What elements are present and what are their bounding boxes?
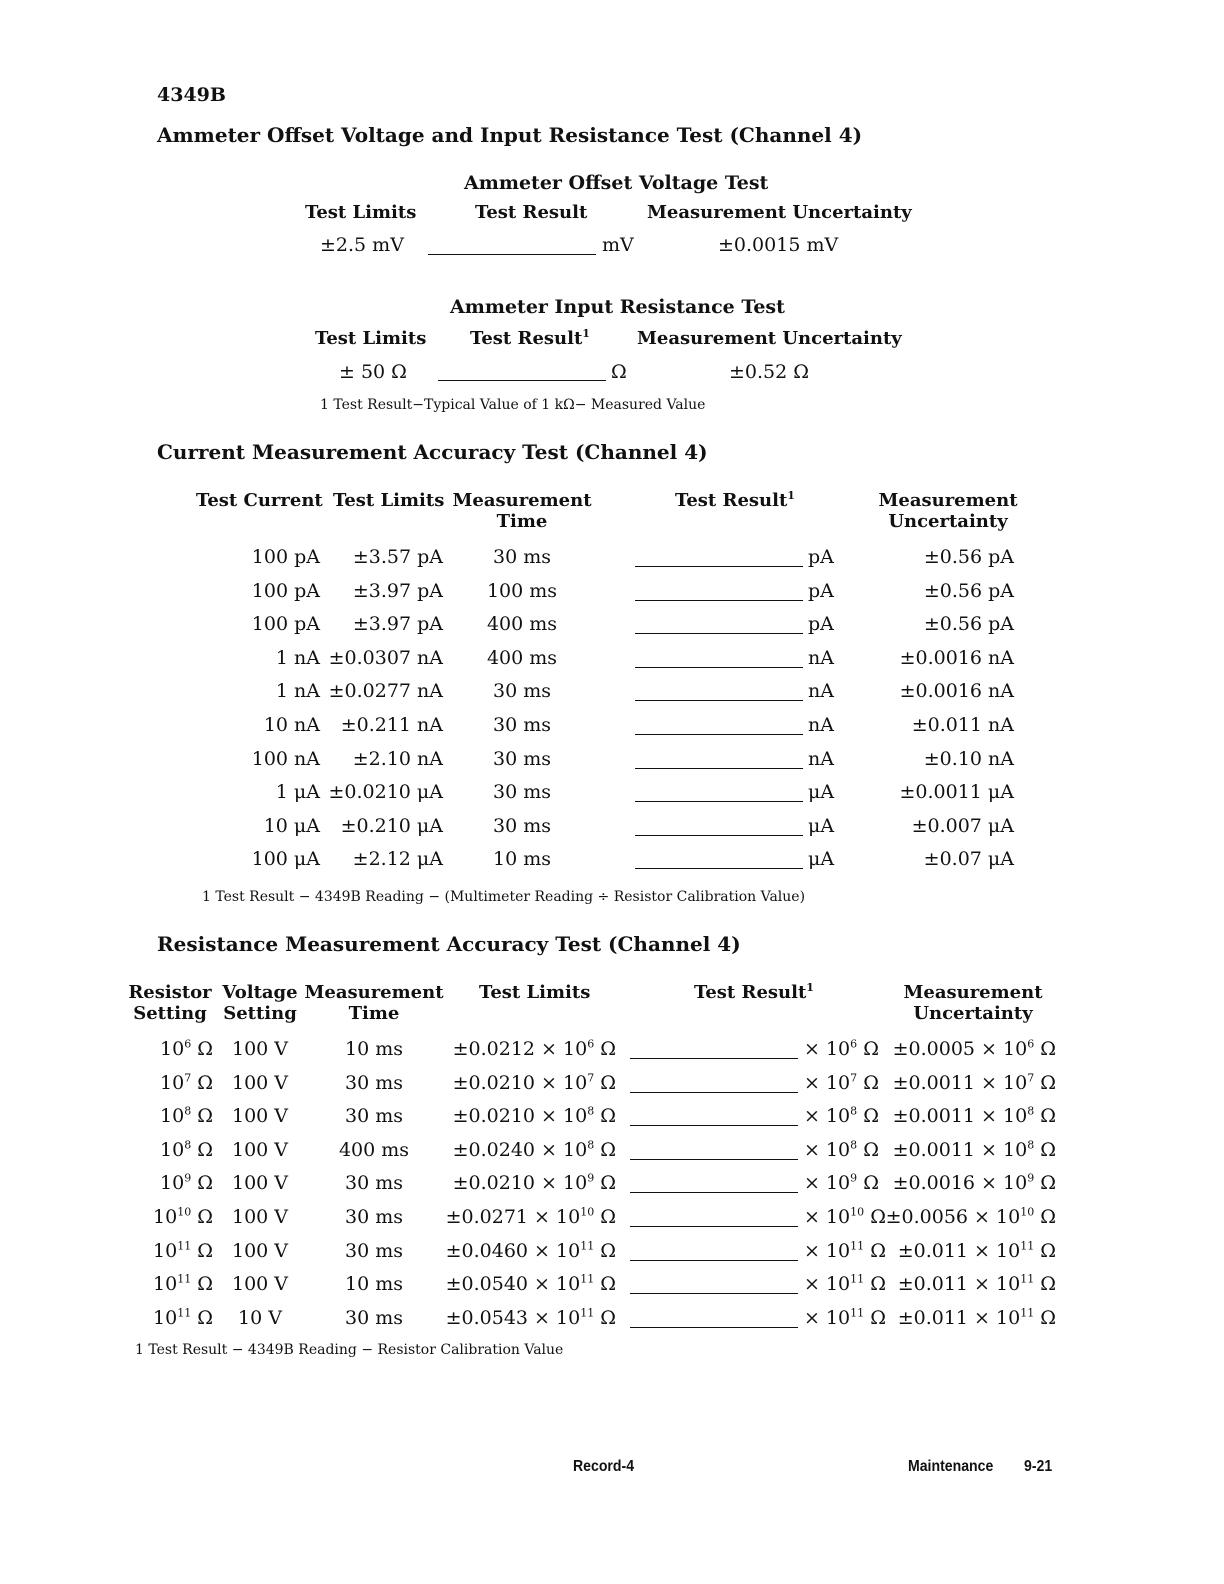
current-col-time: Measurement Time <box>452 490 592 532</box>
unc-power: $10^8$ <box>1003 1138 1035 1161</box>
res-cell-multiplier: × $10^8$ Ω <box>804 1138 879 1161</box>
unc-power: $10^{11}$ <box>996 1272 1035 1295</box>
model-number: 4349B <box>157 84 226 106</box>
current-cell-uncertainty: ±0.56 pA <box>923 580 1014 602</box>
current-result-blank[interactable] <box>635 600 803 601</box>
res-cell-voltage: 100 V <box>231 1072 289 1094</box>
res-cell-multiplier: × $10^6$ Ω <box>804 1037 879 1060</box>
res-result-blank[interactable] <box>630 1260 798 1261</box>
current-cell-time: 30 ms <box>493 680 551 702</box>
current-cell-uncertainty: ±0.0016 nA <box>899 680 1014 702</box>
current-cell-uncertainty: ±0.56 pA <box>923 546 1014 568</box>
limit-power: $10^7$ <box>563 1071 595 1094</box>
result-power: $10^6$ <box>825 1037 858 1060</box>
result-power: $10^8$ <box>825 1138 858 1161</box>
current-cell-test-current: 1 μA <box>275 781 320 803</box>
res-result-blank[interactable] <box>630 1092 798 1093</box>
current-cell-limit: ±0.0277 nA <box>328 680 443 702</box>
current-cell-unit: nA <box>808 680 834 702</box>
current-cell-unit: pA <box>808 613 834 635</box>
section-title-offset-resistance: Ammeter Offset Voltage and Input Resistance Test (Channel 4) <box>157 123 863 147</box>
res-cell-resistor: $10^7$ Ω <box>160 1071 213 1094</box>
limit-power: $10^6$ <box>563 1037 595 1060</box>
limit-power: $10^8$ <box>563 1104 595 1127</box>
res-cell-resistor: $10^8$ Ω <box>160 1104 213 1127</box>
res-cell-limit: $\pm 0.0210 \times 10^9$ Ω <box>452 1171 616 1194</box>
result-power: $10^{11}$ <box>825 1239 865 1262</box>
res-cell-limit: $\pm 0.0212 \times 10^6$ Ω <box>452 1037 616 1060</box>
offset-col-uncertainty: Measurement Uncertainty <box>647 202 912 223</box>
limit-power: $10^{11}$ <box>556 1306 595 1329</box>
unc-power: $10^{10}$ <box>996 1205 1035 1228</box>
offset-limit: ±2.5 mV <box>320 234 404 256</box>
res-result-blank[interactable] <box>630 1226 798 1227</box>
res-cell-voltage: 100 V <box>231 1139 289 1161</box>
res-cell-voltage: 100 V <box>231 1105 289 1127</box>
current-result-blank[interactable] <box>635 801 803 802</box>
offset-test-title: Ammeter Offset Voltage Test <box>464 172 769 194</box>
offset-col-limits: Test Limits <box>305 202 417 223</box>
current-result-blank[interactable] <box>635 868 803 869</box>
current-cell-unit: μA <box>808 848 835 870</box>
current-cell-test-current: 100 pA <box>251 580 320 602</box>
result-power: $10^7$ <box>825 1071 858 1094</box>
current-cell-limit: ±3.57 pA <box>352 546 443 568</box>
unc-power: $10^{11}$ <box>996 1239 1035 1262</box>
current-result-blank[interactable] <box>635 835 803 836</box>
res-result-blank[interactable] <box>630 1159 798 1160</box>
current-cell-unit: nA <box>808 647 834 669</box>
current-col-result: Test Result$^1$ <box>675 489 795 511</box>
current-cell-unit: pA <box>808 580 834 602</box>
resistance-footnote: 1 Test Result−Typical Value of 1 kΩ− Measured Value <box>320 397 706 413</box>
res-cell-uncertainty: $\pm 0.0011 \times 10^8$ Ω <box>892 1104 1056 1127</box>
resistance-limit: ± 50 Ω <box>339 361 407 383</box>
res-result-blank[interactable] <box>630 1293 798 1294</box>
result-power: $10^8$ <box>825 1104 858 1127</box>
current-cell-unit: pA <box>808 546 834 568</box>
res-cell-limit: $\pm 0.0460 \times 10^{11}$ Ω <box>445 1239 616 1262</box>
res-cell-time: 30 ms <box>345 1240 403 1262</box>
res-cell-resistor: $10^{11}$ Ω <box>153 1272 213 1295</box>
res-cell-multiplier: × $10^{10}$ Ω <box>804 1205 886 1228</box>
res-cell-voltage: 100 V <box>231 1038 289 1060</box>
current-cell-time: 400 ms <box>486 647 558 669</box>
current-cell-time: 400 ms <box>486 613 558 635</box>
res-cell-voltage: 100 V <box>231 1206 289 1228</box>
res-power: $10^7$ <box>160 1071 192 1094</box>
res-cell-time: 10 ms <box>345 1273 403 1295</box>
current-footnote: 1 Test Result − 4349B Reading − (Multimeter Reading ÷ Resistor Calibration Value) <box>202 889 806 905</box>
res-cell-limit: $\pm 0.0210 \times 10^7$ Ω <box>452 1071 616 1094</box>
res-cell-voltage: 10 V <box>238 1307 282 1329</box>
current-cell-unit: nA <box>808 748 834 770</box>
current-cell-test-current: 100 pA <box>251 546 320 568</box>
current-cell-test-current: 100 nA <box>251 748 320 770</box>
res-cell-uncertainty: $\pm 0.0011 \times 10^8$ Ω <box>892 1138 1056 1161</box>
res-cell-voltage: 100 V <box>231 1240 289 1262</box>
res-cell-uncertainty: $\pm 0.011 \times 10^{11}$ Ω <box>897 1272 1056 1295</box>
res-cell-uncertainty: $\pm 0.0056 \times 10^{10}$ Ω <box>885 1205 1056 1228</box>
section-title-resistance: Resistance Measurement Accuracy Test (Channel 4) <box>157 932 741 956</box>
current-cell-unit: μA <box>808 815 835 837</box>
current-cell-time: 30 ms <box>493 781 551 803</box>
res-power: $10^6$ <box>160 1037 192 1060</box>
res-cell-limit: $\pm 0.0543 \times 10^{11}$ Ω <box>445 1306 616 1329</box>
res-cell-resistor: $10^{10}$ Ω <box>153 1205 213 1228</box>
unc-power: $10^{11}$ <box>996 1306 1035 1329</box>
res-cell-multiplier: × $10^{11}$ Ω <box>804 1239 886 1262</box>
current-cell-limit: ±2.12 μA <box>352 848 443 870</box>
res-cell-resistor: $10^{11}$ Ω <box>153 1239 213 1262</box>
resistance-accuracy-footnote: 1 Test Result − 4349B Reading − Resistor Calibration Value <box>135 1342 564 1358</box>
current-result-blank[interactable] <box>635 566 803 567</box>
res-result-blank[interactable] <box>630 1192 798 1193</box>
offset-col-result: Test Result <box>475 202 588 223</box>
res-power: $10^8$ <box>160 1104 192 1127</box>
res-cell-multiplier: × $10^{11}$ Ω <box>804 1272 886 1295</box>
current-cell-test-current: 1 nA <box>275 680 320 702</box>
resistance-col-limits: Test Limits <box>315 328 427 349</box>
unc-power: $10^8$ <box>1003 1104 1035 1127</box>
current-cell-time: 30 ms <box>493 815 551 837</box>
res-cell-voltage: 100 V <box>231 1172 289 1194</box>
current-cell-limit: ±0.211 nA <box>340 714 443 736</box>
unc-power: $10^6$ <box>1003 1037 1035 1060</box>
current-cell-uncertainty: ±0.0016 nA <box>899 647 1014 669</box>
res-cell-multiplier: × $10^9$ Ω <box>804 1171 879 1194</box>
resistance-result-blank[interactable] <box>438 380 606 381</box>
res-cell-limit: $\pm 0.0210 \times 10^8$ Ω <box>452 1104 616 1127</box>
current-cell-limit: ±3.97 pA <box>352 613 443 635</box>
res-cell-multiplier: × $10^8$ Ω <box>804 1104 879 1127</box>
resistance-col-uncertainty: Measurement Uncertainty <box>637 328 902 349</box>
res-cell-time: 30 ms <box>345 1105 403 1127</box>
current-cell-limit: ±0.210 μA <box>340 815 443 837</box>
limit-power: $10^9$ <box>563 1171 595 1194</box>
result-power: $10^{11}$ <box>825 1306 865 1329</box>
current-cell-time: 10 ms <box>493 848 551 870</box>
offset-result-blank[interactable] <box>428 254 596 255</box>
footer-record: Record-4 <box>573 1458 635 1475</box>
current-cell-uncertainty: ±0.007 μA <box>911 815 1014 837</box>
unc-power: $10^7$ <box>1003 1071 1035 1094</box>
res-result-blank[interactable] <box>630 1125 798 1126</box>
res-col-limits: Test Limits <box>479 982 591 1003</box>
res-col-voltage: Voltage Setting <box>222 982 298 1024</box>
unc-power: $10^9$ <box>1003 1171 1035 1194</box>
footer-section: Maintenance <box>908 1458 994 1475</box>
res-col-result: Test Result$^1$ <box>694 981 814 1003</box>
limit-power: $10^{11}$ <box>556 1272 595 1295</box>
current-cell-uncertainty: ±0.10 nA <box>923 748 1014 770</box>
res-cell-limit: $\pm 0.0540 \times 10^{11}$ Ω <box>445 1272 616 1295</box>
resistance-col-result: Test Result$^1$ <box>470 327 590 349</box>
res-cell-uncertainty: $\pm 0.0011 \times 10^7$ Ω <box>892 1071 1056 1094</box>
limit-power: $10^{10}$ <box>556 1205 595 1228</box>
res-cell-time: 30 ms <box>345 1072 403 1094</box>
footer-page: 9-21 <box>1024 1458 1053 1475</box>
res-cell-resistor: $10^6$ Ω <box>160 1037 213 1060</box>
offset-unit: mV <box>602 234 634 256</box>
current-result-blank[interactable] <box>635 734 803 735</box>
res-cell-limit: $\pm 0.0271 \times 10^{10}$ Ω <box>445 1205 616 1228</box>
current-cell-unit: μA <box>808 781 835 803</box>
current-cell-limit: ±0.0210 μA <box>328 781 443 803</box>
res-cell-multiplier: × $10^{11}$ Ω <box>804 1306 886 1329</box>
current-cell-test-current: 10 μA <box>263 815 320 837</box>
limit-power: $10^8$ <box>563 1138 595 1161</box>
res-cell-uncertainty: $\pm 0.0005 \times 10^6$ Ω <box>892 1037 1056 1060</box>
res-power: $10^8$ <box>160 1138 192 1161</box>
current-col-uncertainty: Measurement Uncertainty <box>878 490 1018 532</box>
current-cell-time: 100 ms <box>486 580 558 602</box>
res-cell-resistor: $10^9$ Ω <box>160 1171 213 1194</box>
current-result-blank[interactable] <box>635 700 803 701</box>
current-cell-time: 30 ms <box>493 748 551 770</box>
resistance-uncertainty: ±0.52 Ω <box>729 361 810 383</box>
current-result-blank[interactable] <box>635 768 803 769</box>
res-cell-uncertainty: $\pm 0.011 \times 10^{11}$ Ω <box>897 1239 1056 1262</box>
res-power: $10^9$ <box>160 1171 192 1194</box>
current-cell-test-current: 100 μA <box>251 848 320 870</box>
current-cell-uncertainty: ±0.0011 μA <box>899 781 1014 803</box>
res-cell-time: 30 ms <box>345 1172 403 1194</box>
res-power: $10^{10}$ <box>153 1205 192 1228</box>
current-cell-time: 30 ms <box>493 546 551 568</box>
res-result-blank[interactable] <box>630 1058 798 1059</box>
current-cell-time: 30 ms <box>493 714 551 736</box>
res-cell-time: 10 ms <box>345 1038 403 1060</box>
result-power: $10^{11}$ <box>825 1272 865 1295</box>
res-cell-multiplier: × $10^7$ Ω <box>804 1071 879 1094</box>
res-cell-resistor: $10^8$ Ω <box>160 1138 213 1161</box>
current-col-limits: Test Limits <box>333 490 445 511</box>
current-cell-limit: ±0.0307 nA <box>328 647 443 669</box>
section-title-current: Current Measurement Accuracy Test (Channel 4) <box>157 440 708 464</box>
res-result-blank[interactable] <box>630 1327 798 1328</box>
current-cell-limit: ±3.97 pA <box>352 580 443 602</box>
current-cell-uncertainty: ±0.07 μA <box>923 848 1014 870</box>
result-power: $10^{10}$ <box>825 1205 865 1228</box>
current-cell-test-current: 100 pA <box>251 613 320 635</box>
res-power: $10^{11}$ <box>153 1239 192 1262</box>
current-cell-test-current: 1 nA <box>275 647 320 669</box>
resistance-unit: Ω <box>611 361 627 383</box>
current-cell-uncertainty: ±0.011 nA <box>911 714 1014 736</box>
current-cell-test-current: 10 nA <box>263 714 320 736</box>
current-result-blank[interactable] <box>635 633 803 634</box>
current-cell-unit: nA <box>808 714 834 736</box>
res-cell-time: 400 ms <box>338 1139 410 1161</box>
res-cell-uncertainty: $\pm 0.011 \times 10^{11}$ Ω <box>897 1306 1056 1329</box>
current-cell-uncertainty: ±0.56 pA <box>923 613 1014 635</box>
current-col-current: Test Current <box>196 490 323 511</box>
res-power: $10^{11}$ <box>153 1306 192 1329</box>
res-cell-time: 30 ms <box>345 1307 403 1329</box>
res-cell-limit: $\pm 0.0240 \times 10^8$ Ω <box>452 1138 616 1161</box>
current-result-blank[interactable] <box>635 667 803 668</box>
res-col-resistor: Resistor Setting <box>128 982 212 1024</box>
limit-power: $10^{11}$ <box>556 1239 595 1262</box>
offset-uncertainty: ±0.0015 mV <box>718 234 839 256</box>
current-cell-limit: ±2.10 nA <box>352 748 443 770</box>
res-cell-resistor: $10^{11}$ Ω <box>153 1306 213 1329</box>
res-cell-uncertainty: $\pm 0.0016 \times 10^9$ Ω <box>892 1171 1056 1194</box>
res-col-uncertainty: Measurement Uncertainty <box>903 982 1043 1024</box>
resistance-test-title: Ammeter Input Resistance Test <box>450 296 785 318</box>
res-cell-time: 30 ms <box>345 1206 403 1228</box>
res-power: $10^{11}$ <box>153 1272 192 1295</box>
res-col-time: Measurement Time <box>304 982 444 1024</box>
result-power: $10^9$ <box>825 1171 858 1194</box>
res-cell-voltage: 100 V <box>231 1273 289 1295</box>
